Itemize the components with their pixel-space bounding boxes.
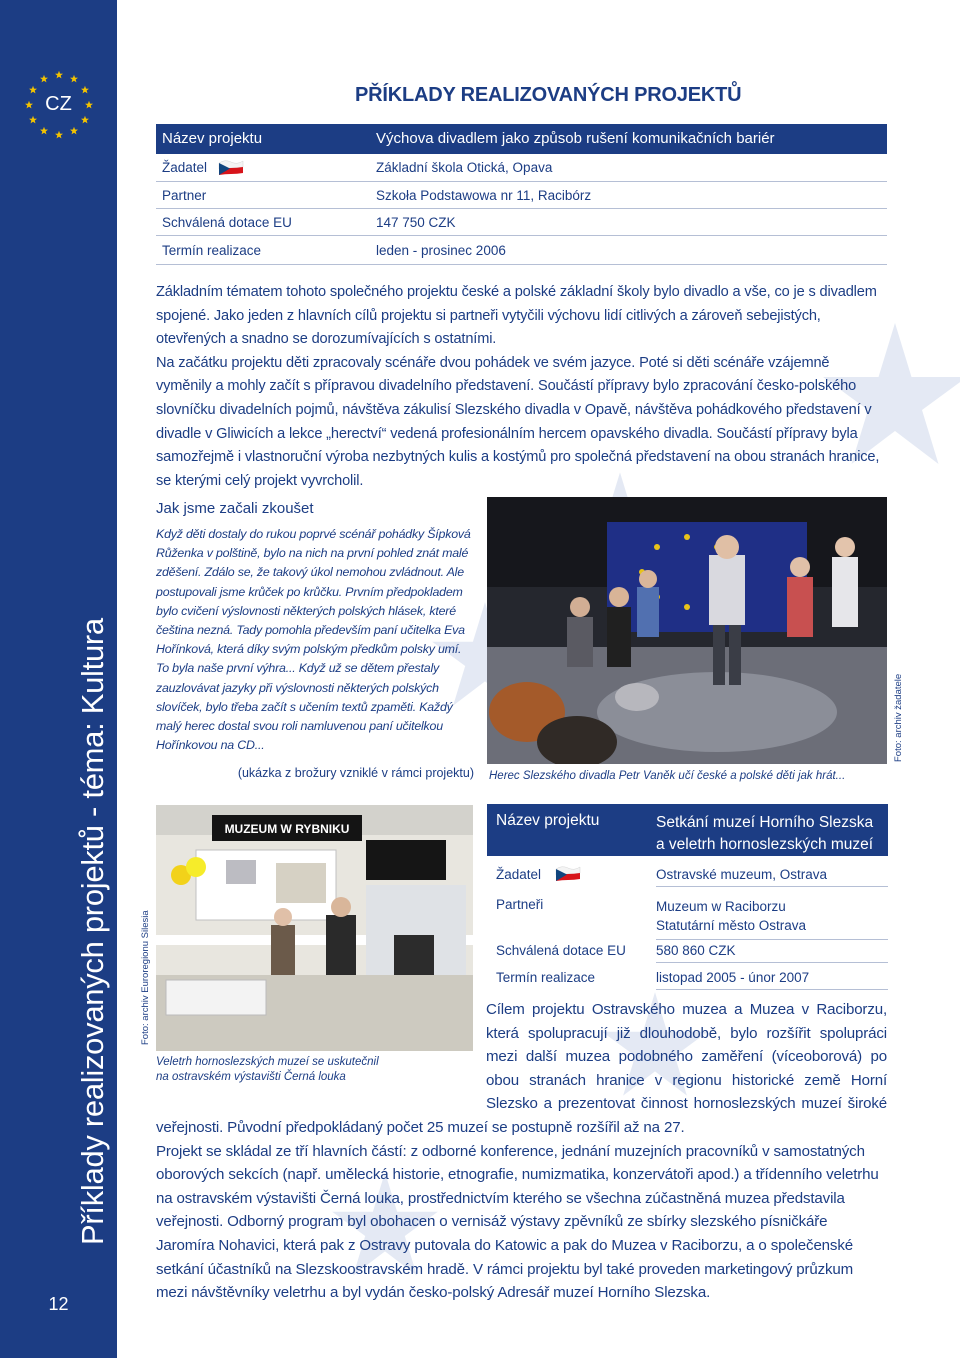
applicant-value: Základní škola Otická, Opava (376, 160, 553, 175)
label-project-name: Název projektu (162, 130, 263, 147)
applicant-row (487, 859, 888, 887)
project-info-table (487, 804, 888, 992)
project-info-table (156, 124, 887, 266)
partner-value: Statutární město Ostrava (656, 918, 807, 933)
subsidy-value: 147 750 CZK (376, 215, 456, 230)
label-subsidy: Schválená dotace EU (162, 215, 292, 230)
page-number: 12 (48, 1294, 69, 1314)
museum-sign-text: MUZEUM W RYBNIKU (224, 822, 350, 836)
eu-star (40, 127, 48, 135)
label-project-name: Název projektu (496, 812, 600, 829)
project-name-value (656, 812, 873, 856)
photo-theatre-rehearsal (487, 497, 887, 764)
term-value: leden - prosinec 2006 (376, 243, 506, 258)
subsidy-row (487, 938, 888, 964)
quote-text: Když děti dostaly do rukou poprvé scénář pohádky Šípková Růženka v polštině, bylo na nich na první pohled znát malé zděšení. Zdálo se, že takový úkol nemohou zvládnout. Ale postupovali jsme krůček po krůčku. Prvním předpokladem bylo cvičení výslovnosti některých polských hlásek, které čeština nezná. Tady pomohla především paní učitelka Eva Hořínková, která díky svým polským předkům polsky umí. To byla naše první výhra... Když už se dětem přestaly zauzlovávat jazyky při výslovnosti některých polských slovíček, bylo třeba začít s učením textů zpaměti. Každý malý herec dostal svou roli namluvenou paní učitelkou Hořínkovou na CD... (156, 527, 471, 753)
term-value: listopad 2005 - únor 2007 (656, 970, 888, 990)
label-applicant: Žadatel (162, 160, 208, 175)
project-name-row (487, 804, 888, 856)
applicant-value: Ostravské muzeum, Ostrava (656, 867, 888, 887)
subsidy-value: 580 860 CZK (656, 943, 888, 963)
body-paragraph: Na začátku projektu děti zpracovaly scénáře dvou pohádek ve svém jazyce. Poté si děti scénáře vzájemně vyměnily a mohly začít s přípravou divadelního představení. Součástí přípravy bylo zpracování česko-polského slovníčku divadelních pojmů, návštěva zákulisí Slezského divadla v Opavě, návštěva pohádkového představení v divadle v Gliwicích a lekce „herectví“ vedená profesionálním hercem opavského divadla. Součástí přípravy byla samozřejmě i vlastnoruční výroba nezbytných kulis a kostýmů pro společná představení na obou stranách hranice, se kterými celý projekt vyvrcholil. (156, 354, 880, 489)
caption-line: na ostravském výstavišti Černá louka (156, 1071, 346, 1083)
vertical-section-title: Příklady realizovaných projektů - téma: Kultura (75, 618, 110, 1245)
eu-star (70, 127, 78, 135)
applicant-row (156, 155, 887, 182)
sidebar-band (0, 0, 117, 1358)
partner-value: Szkoła Podstawowa nr 11, Racibórz (376, 188, 592, 203)
czech-flag-icon (218, 158, 244, 176)
eu-star (70, 75, 78, 83)
photo-credit: Foto: archiv Euroregionu Silesia (140, 910, 151, 1045)
label-partner: Partner (162, 188, 207, 203)
quote-source: (ukázka z brožury vzniklé v rámci projektu) (237, 766, 474, 780)
czech-flag-icon (555, 864, 581, 882)
project-name-value: Výchova divadlem jako způsob rušení komunikačních bariér (376, 130, 775, 147)
subsidy-row (156, 209, 887, 236)
text-wrap-spacer (156, 998, 486, 1094)
partner-row (156, 182, 887, 209)
term-row (156, 236, 887, 265)
photo-caption: Herec Slezského divadla Petr Vaněk učí české a polské děti jak hrát... (489, 770, 846, 782)
label-term: Termín realizace (496, 970, 596, 985)
photo-theatre-scene (487, 497, 887, 764)
section-subheading: Jak jsme začali zkoušet (156, 500, 314, 517)
label-partners: Partneři (496, 897, 544, 912)
partners-value (656, 897, 888, 940)
label-applicant: Žadatel (496, 867, 542, 882)
eu-star (55, 71, 63, 79)
caption-line: Veletrh hornoslezských muzeí se uskutečnil (156, 1056, 379, 1068)
country-code: CZ (45, 93, 72, 115)
partner-value: Muzeum w Raciborzu (656, 899, 786, 914)
eu-star (81, 116, 89, 124)
eu-star (29, 116, 37, 124)
term-row (487, 965, 888, 991)
photo-credit: Foto: archiv žadatele (893, 673, 904, 762)
eu-star (40, 75, 48, 83)
label-term: Termín realizace (162, 243, 262, 258)
project2-body (156, 998, 887, 1305)
label-subsidy: Schválená dotace EU (496, 943, 626, 958)
body-paragraph: Projekt se skládal ze tří hlavních částí: z odborné konference, jednání muzejních pracovníků v samostatných oborových sekcích (např. umělecká historie, etnografie, numizmatika, konzervátoři apod.) a třídenního veletrhu na ostravském výstavišti Černá louka, prostřednictvím kterého se všechna zúčastněná muzea představila veřejnosti. Odborný program byl obohacen o vernisáž výstavy zpěvníků ze sbírky slezského písničkáře Jaromíra Nohavici, která pak z Ostravy putovala do Katowic a pak do Muzea v Raciborzu, a o společenské setkání účastníků na Slezskoostravském hradě. V rámci projektu byl také proveden marketingový průzkum mezi návštěvníky veletrhu a byl vydán česko-polský Adresář muzeí Horního Slezska. (156, 1142, 879, 1302)
project-name-line: Setkání muzeí Horního Slezska (656, 814, 874, 831)
body-paragraph: Cílem projektu Ostravského muzea a Muzea v Raciborzu, která spolupracují již dlouhodobě, bylo rozšířit spolupráci mezi další muzea podobného zaměření (víceoborová) po obou stranách hranice v regionu historické země Horní Slezsko a prezentovat činnost hornoslezských muzeí široké veřejnosti. Původní předpokládaný počet 25 muzeí se postupně rozšířil až na 27. (156, 1001, 887, 1136)
page-title: PŘÍKLADY REALIZOVANÝCH PROJEKTŮ (355, 84, 742, 106)
project-name-line: a veletrh hornoslezských muzeí (656, 836, 874, 853)
project1-body (156, 281, 887, 493)
partners-row (487, 890, 888, 938)
eu-star (55, 131, 63, 139)
project-name-row (156, 124, 887, 154)
body-paragraph: Základním tématem tohoto společného projektu české a polské základní školy bylo divadlo a vše, co je s divadlem spojené. Jako jeden z hlavních cílů projektu si partneři vytyčili výchovu lidí citlivých a zároveň sebejistých, otevřených a snadno se dorozumívajících s ostatními. (156, 284, 877, 348)
